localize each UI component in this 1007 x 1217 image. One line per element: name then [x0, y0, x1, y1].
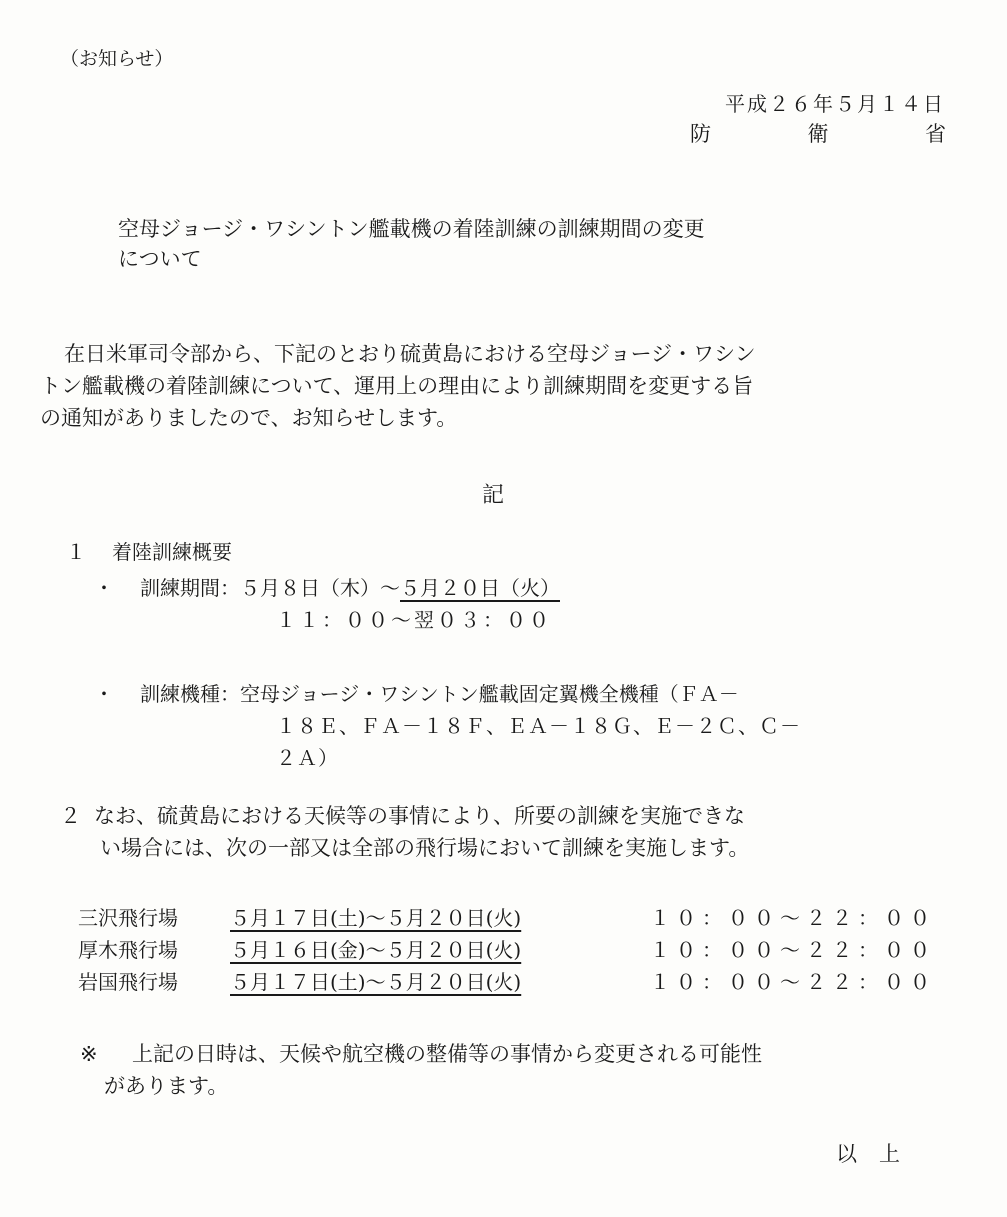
issuer-char: 省: [925, 122, 946, 146]
note-mark: ※: [80, 1042, 98, 1066]
period-start: ５月８日（木）～: [240, 576, 400, 600]
table-row: [78, 964, 936, 996]
section-2-line: い場合には、次の一部又は全部の飛行場において訓練を実施します。: [100, 836, 750, 860]
issuer-char: 衛: [807, 122, 829, 146]
aircraft-line: １８Ｅ、ＦＡ－１８Ｆ、ＥＡ－１８Ｇ、Ｅ－２Ｃ、Ｃ－: [276, 714, 801, 738]
title-line: について: [118, 247, 202, 271]
airfield-time: １０：００～２２：００: [650, 937, 936, 962]
notice-tag: （お知らせ）: [60, 48, 174, 70]
airfield-time: １０：００～２２：００: [650, 905, 936, 930]
airfield-name: 三沢飛行場: [78, 905, 178, 930]
section-1-heading: [66, 536, 232, 565]
section-2: [60, 800, 749, 864]
airfield-table: [78, 900, 936, 996]
ki-heading: 記: [482, 483, 505, 508]
section-2-line: なお、硫黄島における天候等の事情により、所要の訓練を実施できな: [94, 804, 745, 828]
title-line: 空母ジョージ・ワシントン艦載機の着陸訓練の訓練期間の変更: [118, 217, 705, 241]
period-end: ５月２０日（火）: [400, 576, 560, 600]
bullet: ・: [94, 576, 114, 600]
table-row: [78, 932, 936, 964]
bullet: ・: [94, 682, 114, 706]
airfield-name: 岩国飛行場: [78, 969, 178, 994]
airfield-time: １０：００～２２：００: [650, 969, 936, 994]
section-number: ２: [60, 804, 81, 828]
airfield-period: ５月１７日(土)～５月２０日(火): [230, 969, 522, 994]
section-number: １: [66, 540, 86, 564]
airfield-period: ５月１６日(金)～５月２０日(火): [230, 937, 522, 962]
note-line: があります。: [104, 1074, 229, 1098]
issuer: [690, 118, 946, 148]
training-aircraft: [94, 678, 801, 774]
issuer-char: 防: [690, 122, 711, 146]
body-line: トン艦載機の着陸訓練について、運用上の理由により訓練期間を変更する旨: [40, 374, 754, 398]
aircraft-line: 空母ジョージ・ワシントン艦載固定翼機全機種（ＦＡ－: [240, 682, 739, 706]
aircraft-label: 訓練機種：: [140, 682, 240, 706]
table-row: [78, 900, 936, 932]
body-line: 在日米軍司令部から、下記のとおり硫黄島における空母ジョージ・ワシン: [64, 342, 756, 366]
period-hours: １１：００～翌０３：００: [276, 608, 552, 632]
period-label: 訓練期間：: [140, 576, 240, 600]
closing-mark: 以上: [836, 1142, 922, 1166]
airfield-name: 厚木飛行場: [78, 937, 178, 962]
training-period: [94, 572, 560, 636]
note-line: 上記の日時は、天候や航空機の整備等の事情から変更される可能性: [132, 1042, 762, 1066]
issue-date: 平成２６年５月１４日: [725, 92, 945, 116]
note: [80, 1038, 762, 1102]
body-line: の通知がありましたので、お知らせします。: [40, 406, 458, 430]
aircraft-line: ２Ａ）: [276, 746, 339, 770]
body-paragraph: [40, 338, 756, 434]
section-title: 着陸訓練概要: [112, 540, 232, 564]
airfield-period: ５月１７日(土)～５月２０日(火): [230, 905, 522, 930]
document-title: [118, 214, 705, 274]
